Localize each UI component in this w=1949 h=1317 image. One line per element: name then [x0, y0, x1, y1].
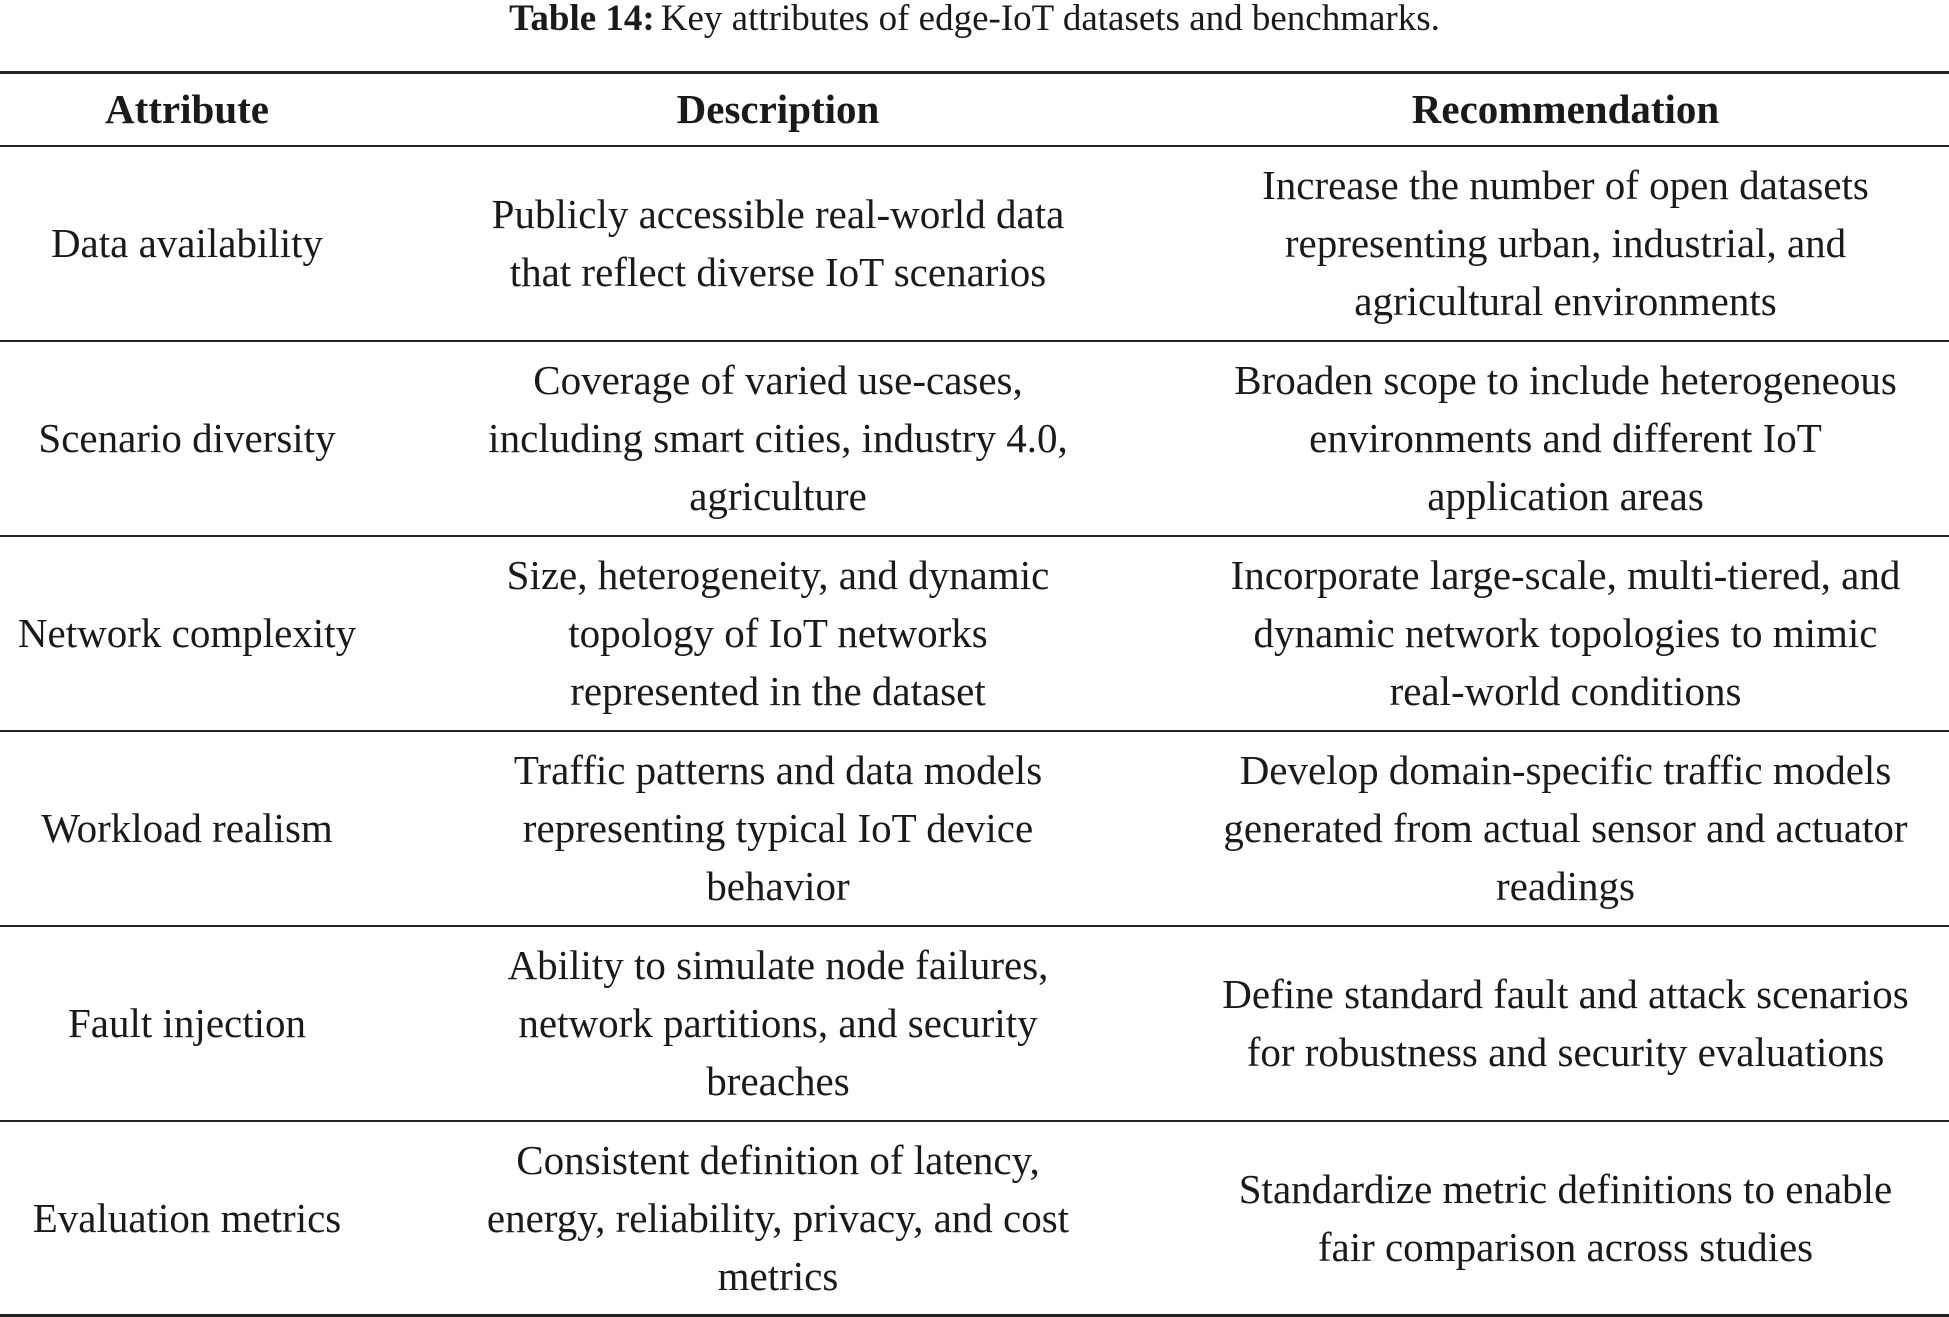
- description-line: metrics: [717, 1252, 839, 1299]
- cell-recommendation: [1182, 731, 1949, 926]
- description-line: breaches: [706, 1058, 850, 1104]
- recommendation-line: fair comparison across studies: [1317, 1223, 1814, 1270]
- description-line: Consistent definition of latency,: [516, 1136, 1040, 1183]
- cell-description: [374, 731, 1182, 926]
- description-line: including smart cities, industry 4.0,: [488, 415, 1068, 461]
- recommendation-line: Define standard fault and attack scenarios: [1222, 971, 1909, 1017]
- cell-description: [374, 1121, 1182, 1316]
- cell-description: [374, 341, 1182, 536]
- caption-label: Table 14:: [509, 0, 655, 39]
- table-row: [0, 146, 1949, 341]
- table-row: [0, 1121, 1949, 1316]
- cell-recommendation: [1182, 1121, 1949, 1316]
- description-line: topology of IoT networks: [568, 610, 988, 656]
- description-line: behavior: [706, 863, 850, 909]
- cell-recommendation: [1182, 146, 1949, 341]
- table-row: [0, 926, 1949, 1121]
- recommendation-line: readings: [1496, 863, 1635, 909]
- cell-description: [374, 146, 1182, 341]
- cell-recommendation: [1182, 341, 1949, 536]
- cell-attribute: Fault injection: [68, 1000, 306, 1046]
- table-caption: [0, 0, 1949, 50]
- recommendation-line: representing urban, industrial, and: [1284, 220, 1847, 266]
- description-line: Publicly accessible real-world data: [491, 191, 1065, 237]
- recommendation-line: agricultural environments: [1354, 278, 1777, 324]
- description-line: Ability to simulate node failures,: [507, 942, 1049, 988]
- table-row: [0, 731, 1949, 926]
- description-line: Size, heterogeneity, and dynamic: [506, 552, 1050, 598]
- header-description: Description: [676, 86, 880, 133]
- cell-attribute: Scenario diversity: [38, 415, 336, 461]
- recommendation-line: application areas: [1427, 473, 1704, 519]
- cell-recommendation: [1182, 926, 1949, 1121]
- description-line: that reflect diverse IoT scenarios: [509, 249, 1047, 295]
- recommendation-line: Standardize metric definitions to enable: [1238, 1165, 1893, 1212]
- table-row: [0, 536, 1949, 731]
- cell-attribute: Evaluation metrics: [32, 1194, 342, 1241]
- recommendation-line: real-world conditions: [1389, 668, 1742, 714]
- description-line: network partitions, and security: [518, 1000, 1038, 1046]
- description-line: agriculture: [689, 473, 867, 519]
- description-line: represented in the dataset: [570, 668, 986, 714]
- cell-description: [374, 926, 1182, 1121]
- table-header-row: [0, 73, 1949, 146]
- description-line: energy, reliability, privacy, and cost: [486, 1194, 1070, 1241]
- recommendation-line: environments and different IoT: [1309, 415, 1822, 461]
- table-body: [0, 146, 1949, 1316]
- recommendation-line: Develop domain-specific traffic models: [1239, 747, 1892, 793]
- cell-description: [374, 536, 1182, 731]
- header-attribute: Attribute: [105, 86, 269, 133]
- description-line: Traffic patterns and data models: [513, 747, 1043, 793]
- table-row: [0, 341, 1949, 536]
- recommendation-line: Broaden scope to include heterogeneous: [1234, 357, 1897, 403]
- description-line: representing typical IoT device: [522, 805, 1034, 851]
- description-line: Coverage of varied use-cases,: [533, 357, 1023, 403]
- attributes-table: [0, 71, 1949, 1317]
- recommendation-line: for robustness and security evaluations: [1246, 1029, 1885, 1075]
- cell-attribute: Workload realism: [41, 805, 333, 851]
- header-recommendation: Recommendation: [1411, 86, 1720, 133]
- caption-text: Key attributes of edge-IoT datasets and benchmarks.: [660, 0, 1440, 39]
- recommendation-line: Increase the number of open datasets: [1262, 162, 1869, 208]
- recommendation-line: dynamic network topologies to mimic: [1253, 610, 1878, 656]
- recommendation-line: Incorporate large-scale, multi-tiered, and: [1230, 552, 1901, 598]
- cell-recommendation: [1182, 536, 1949, 731]
- cell-attribute: Data availability: [50, 220, 324, 266]
- cell-attribute: Network complexity: [17, 610, 357, 656]
- recommendation-line: generated from actual sensor and actuator: [1223, 805, 1908, 851]
